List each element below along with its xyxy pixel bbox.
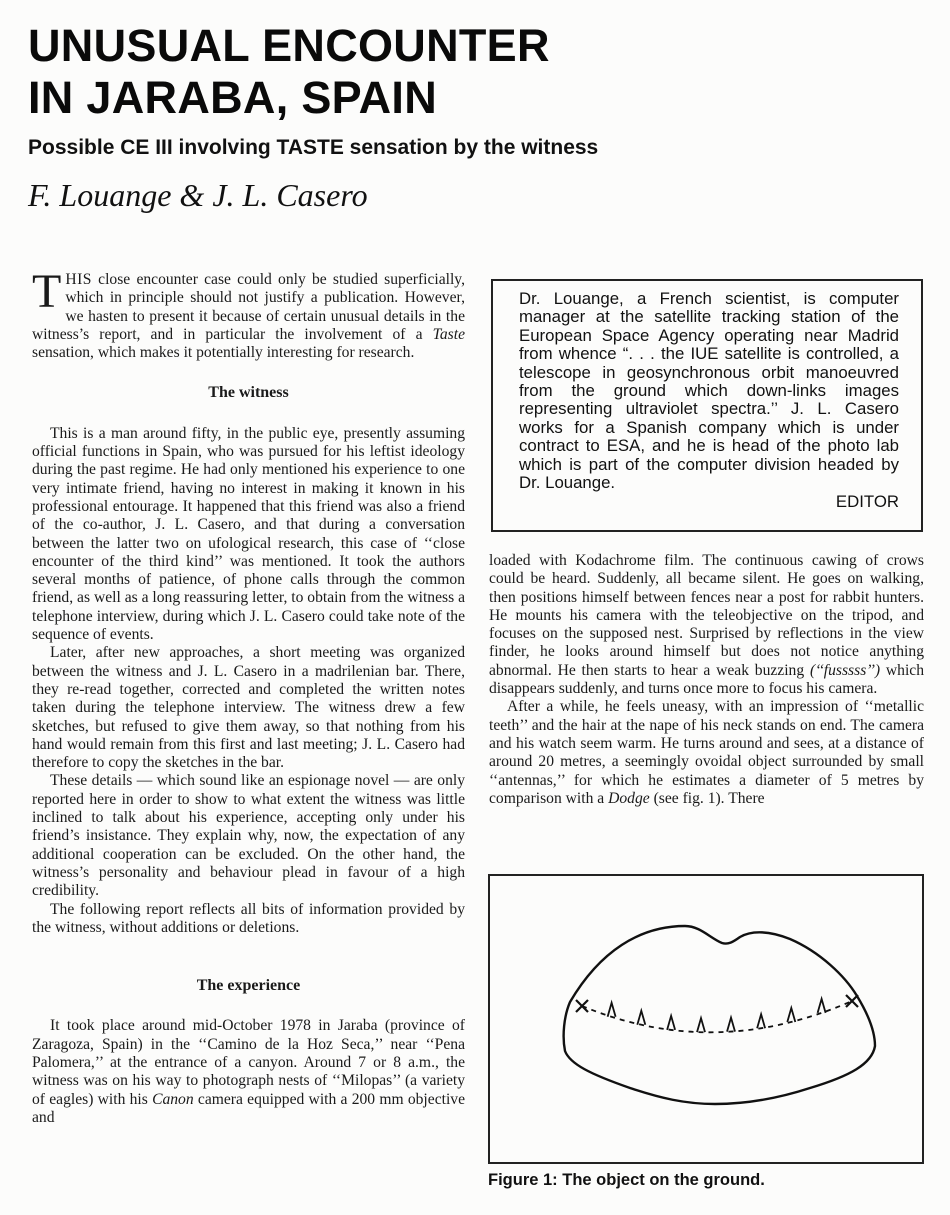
antenna-mark [608,1003,616,1017]
title-line-2: IN JARABA, SPAIN [28,72,438,123]
editor-note-box [491,279,923,532]
experience-paragraph [489,698,924,808]
antenna-mark [667,1016,675,1030]
antenna-ring [582,1001,852,1032]
experience-text: It took place around mid-October 1978 in Jaraba (province of Zaragoza, Spain) in the ‘‘Camino de la Hoz Seca,’’ near ‘‘Pena Palomera,’’ at the entrance of a canyon. Around 7 or 8 a.m., the witness was on his way to photograph nests of ‘‘Milopas’’ (a variety of eagles) with his [32,1017,465,1108]
intro-lead: HIS [65,271,92,288]
article-title [28,20,550,124]
left-column [32,265,465,1127]
figure-1 [488,874,924,1164]
article-authors: F. Louange & J. L. Casero [28,177,368,213]
experience-text: (see fig. 1). There [649,789,765,807]
figure-caption: Figure 1: The object on the ground. [488,1171,765,1189]
antenna-mark [637,1011,645,1025]
intro-text-1: close encounter case could only be studied superficially, which in principle should not justify a publication. However, we hasten to present it because of certain unusual details in the witness’s report, and in particular the involvement of a [32,271,465,343]
article-subtitle: Possible CE III involving TASTE sensation by the witness [28,136,599,159]
experience-text: After a while, he feels uneasy, with an impression of ‘‘metallic teeth’’ and the hair at the nape of his neck stands on end. The camera and his watch seem warm. He turns around and sees, at a distance of around 20 metres, a seemingly ovoidal object surrounded by small ‘‘antennas,’’ for which he estimates a diameter of 5 metres by comparison with a [489,698,924,807]
experience-text: camera equipped with a 200 mm objective and [32,1090,465,1126]
antenna-mark [727,1018,735,1032]
experience-italic: Dodge [608,789,650,807]
experience-italic: (‘‘fusssss’’) [809,661,881,679]
antennas [608,999,826,1032]
experience-continued-paragraph [489,552,924,698]
heading-the-experience: The experience [196,977,301,995]
editor-signature: EDITOR [835,492,899,512]
witness-paragraph: These details — which sound like an espionage novel — are only reported here in order to show to what extent the witness was little inclined to talk about his experience, accepting only under his friend’s insistance. They explain why, now, the expectation of any additional cooperation can be excluded. On the other hand, the witness’s personality and behaviour plead in favour of a high credibility. [32,772,465,900]
experience-text: which disappears suddenly, and turns once more to focus his camera. [489,661,925,698]
experience-italic: Canon [152,1090,194,1108]
experience-text: loaded with Kodachrome film. The continuous cawing of crows could be heard. Suddenly, all became silent. He goes on walking, then positions himself between fences near a post for rabbit hunters. He mounts his camera with the teleobjective on the tripod, and focuses on the supposed nest. Surprised by reflections in the view finder, he looks around himself but does not notice anything abnormal. He then starts to hear a weak buzzing [489,552,924,679]
experience-paragraph [32,1017,465,1127]
drop-cap: T [32,265,62,318]
intro-text-2: sensation, which makes it potentially interesting for research. [32,344,415,362]
witness-paragraph: This is a man around fifty, in the public eye, presently assuming official functions in Spain, who was pursued for his leftist ideology during the past regime. He had only mentioned his experience to one very intimate friend, having no interest in making it known in his professional entourage. It happened that this friend was also a friend of the co-author, J. L. Casero, and that during a conversation between the latter two on ufological research, this case of ‘‘close encounter of the third kind’’ was mentioned. It took the authors several months of patience, of phone calls through the common friend, as well as a long reassuring letter, to obtain from the witness a telephone interview, during which J. L. Casero could take note of the sequence of events. [32,424,465,644]
witness-paragraph: The following report reflects all bits of information provided by the witness, without additions or deletions. [32,900,465,936]
antenna-mark [818,999,826,1013]
title-line-1: UNUSUAL ENCOUNTER [28,20,550,71]
antenna-mark [787,1008,795,1022]
antenna-mark [697,1018,705,1032]
right-column [489,552,924,808]
intro-paragraph [32,265,465,362]
ring-end-marks [576,995,858,1012]
antenna-mark [757,1014,765,1028]
object-outline [564,926,875,1104]
intro-italic: Taste [432,325,465,343]
object-sketch [490,876,922,1162]
editor-note-text: Dr. Louange, a French scientist, is computer manager at the satellite tracking station of the European Space Agency operating near Madrid from whence “. . . the IUE satellite is controlled, a telescope in geosynchronous orbit manoeuvred from the ground which down-links images representing ultraviolet spectra.’’ J. L. Casero works for a Spanish company which is under contract to ESA, and he is head of the photo lab which is part of the computer division headed by Dr. Louange. [519,289,899,493]
witness-paragraph: Later, after new approaches, a short meeting was organized between the witness and J. L. Casero in a madrilenian bar. There, they re-read together, corrected and completed the written notes taken during the telephone interview. The witness drew a few sketches, but refused to give them away, so that nothing from his hand would remain from this first and last meeting; J. L. Casero had therefore to copy the sketches in the bar. [32,644,465,772]
heading-the-witness: The witness [208,384,289,402]
